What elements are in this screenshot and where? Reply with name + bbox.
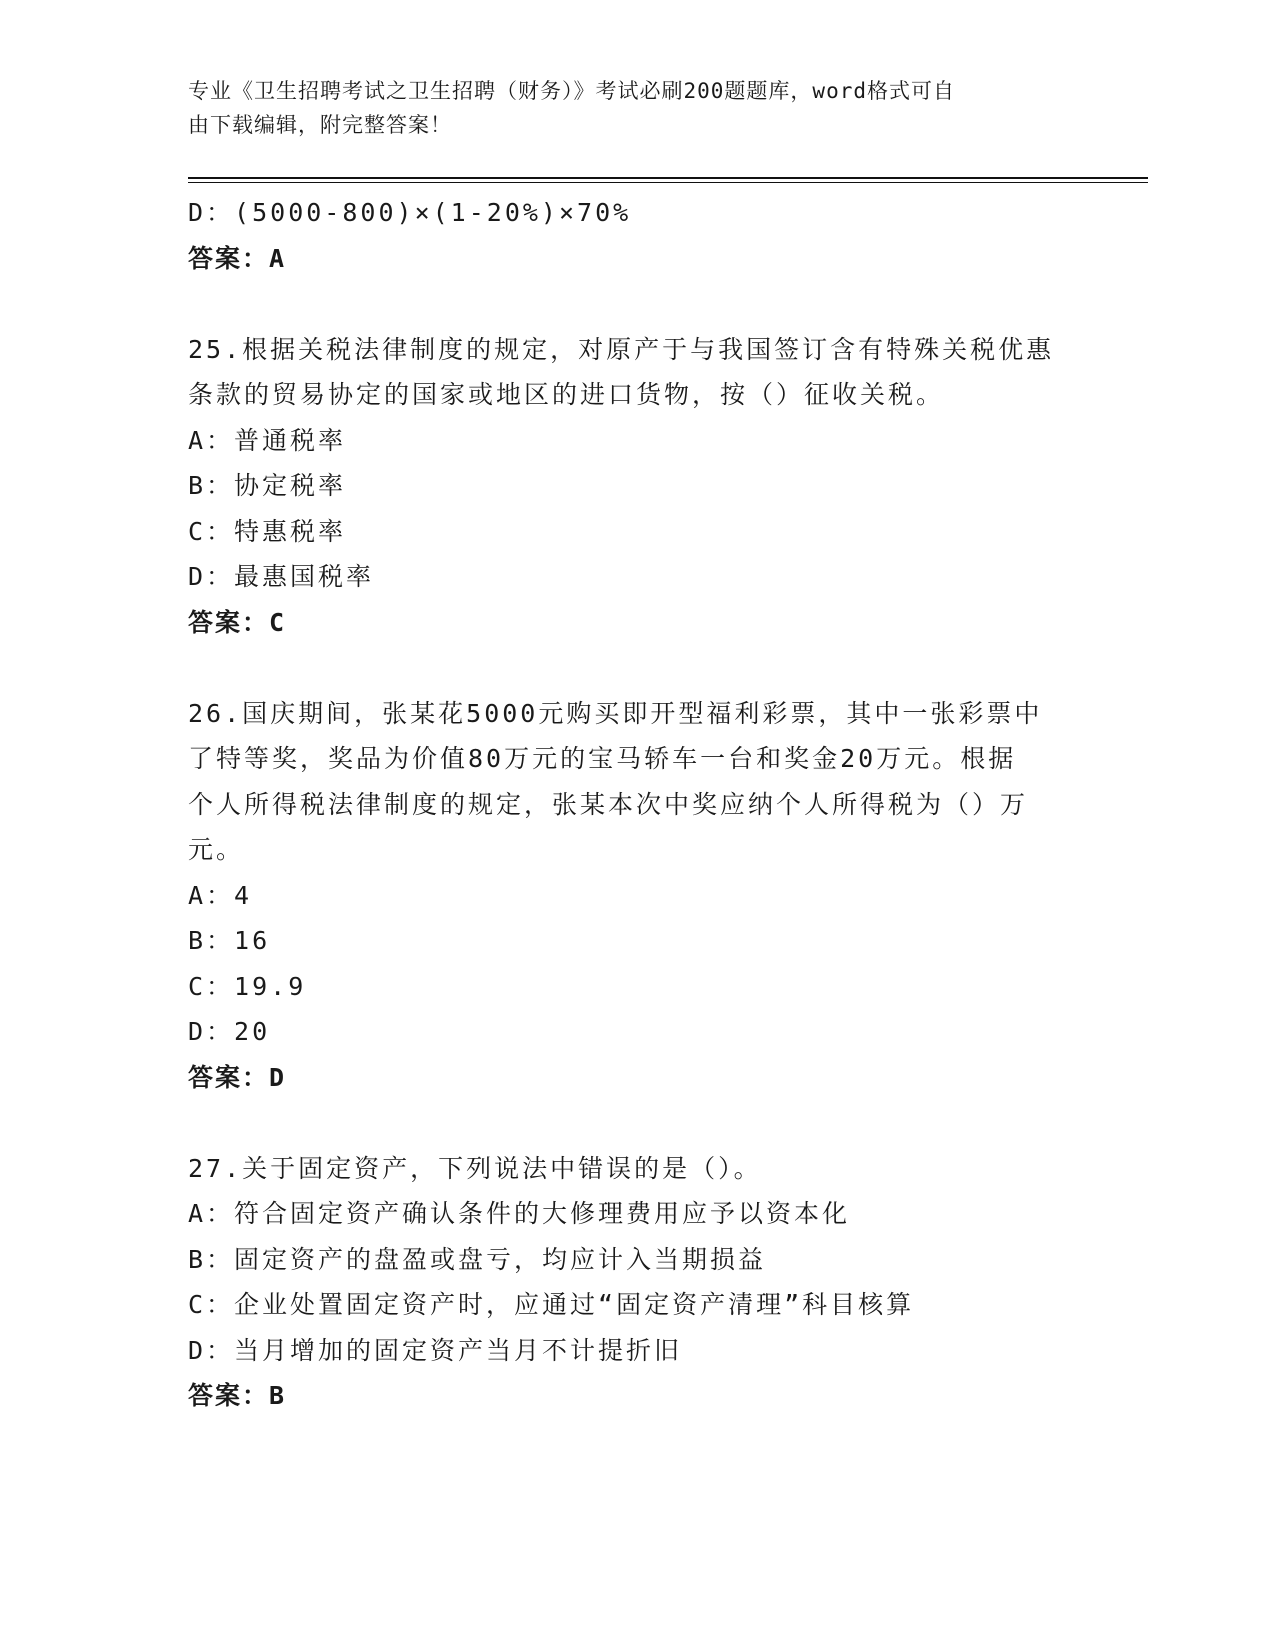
option-d: D：20 [188, 1017, 271, 1046]
option-c: C：企业处置固定资产时，应通过“固定资产清理”科目核算 [188, 1290, 915, 1319]
spacer [188, 645, 1088, 691]
answer: 答案：D [188, 1062, 287, 1092]
header-rule-thin [188, 182, 1148, 183]
option-b: B：协定税率 [188, 471, 347, 500]
option-c: C：特惠税率 [188, 516, 347, 546]
question-26 [188, 691, 1088, 1101]
answer: 答案：A [188, 243, 287, 273]
header-rule-thick [188, 177, 1148, 179]
question-stem: 元。 [188, 835, 245, 864]
question-stem: 27.关于固定资产，下列说法中错误的是（）。 [188, 1153, 762, 1183]
question-content [188, 190, 1088, 1419]
spacer [188, 281, 1088, 327]
option-a: A：符合固定资产确认条件的大修理费用应予以资本化 [188, 1199, 851, 1228]
option-b: B：16 [188, 926, 271, 955]
option-d: D：当月增加的固定资产当月不计提折旧 [188, 1335, 683, 1365]
question-stem: 26.国庆期间，张某花5000元购买即开型福利彩票，其中一张彩票中 [188, 698, 1043, 728]
question-25 [188, 327, 1088, 646]
answer: 答案：C [188, 607, 287, 637]
option-a: A：4 [188, 880, 253, 910]
header-line-1: 专业《卫生招聘考试之卫生招聘（财务）》考试必刷200题题库，word格式可自 [188, 79, 955, 103]
option-c: C：19.9 [188, 971, 307, 1001]
answer: 答案：B [188, 1381, 287, 1410]
question-stem: 个人所得税法律制度的规定，张某本次中奖应纳个人所得税为（）万 [188, 789, 1029, 819]
option-a: A：普通税率 [188, 425, 347, 455]
page-header [188, 74, 1068, 142]
option-d: D：最惠国税率 [188, 562, 375, 591]
question-24-tail [188, 190, 1088, 281]
option-d: D：(5000-800)×(1-20%)×70% [188, 198, 632, 227]
option-b: B：固定资产的盘盈或盘亏，均应计入当期损益 [188, 1244, 767, 1274]
question-27 [188, 1146, 1088, 1419]
question-stem: 了特等奖，奖品为价值80万元的宝马轿车一台和奖金20万元。根据 [188, 744, 1017, 773]
spacer [188, 1100, 1088, 1146]
question-stem: 25.根据关税法律制度的规定，对原产于与我国签订含有特殊关税优惠 [188, 334, 1055, 364]
question-stem: 条款的贸易协定的国家或地区的进口货物，按（）征收关税。 [188, 380, 945, 409]
header-line-2: 由下载编辑，附完整答案！ [188, 113, 452, 137]
